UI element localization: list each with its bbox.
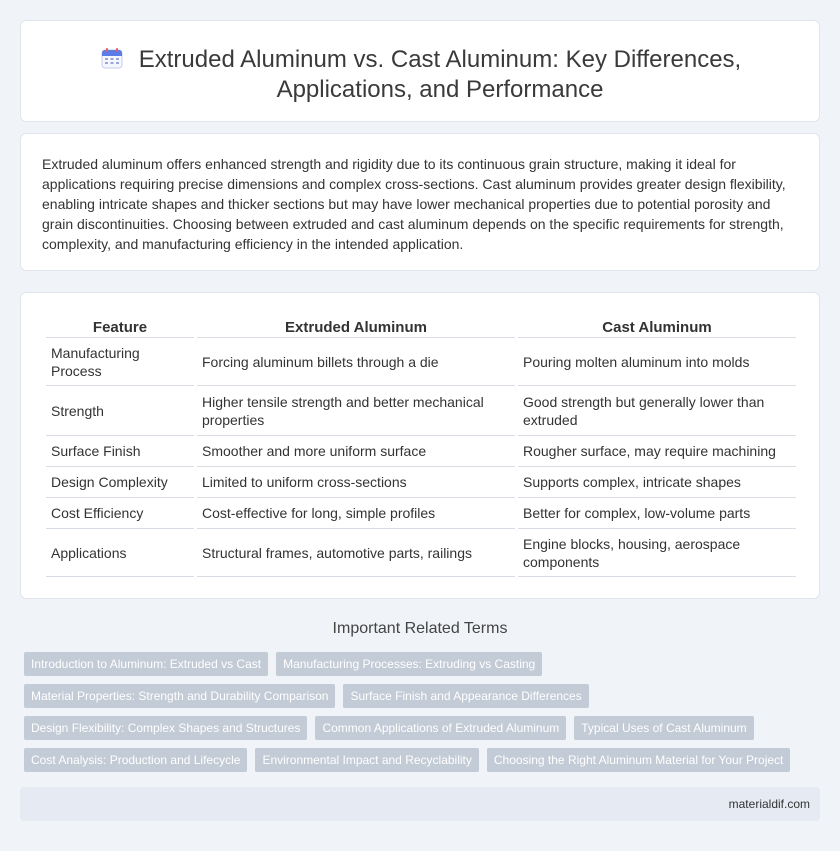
related-term-link[interactable]: Choosing the Right Aluminum Material for Your Project — [487, 748, 790, 772]
related-terms-list — [24, 652, 804, 772]
footer-bar — [20, 787, 820, 821]
cell-feature: Surface Finish — [46, 436, 194, 467]
cell-feature: Cost Efficiency — [46, 498, 194, 529]
table-header-row — [46, 317, 796, 338]
table-row — [46, 498, 796, 529]
cell-extruded: Cost-effective for long, simple profiles — [197, 498, 515, 529]
related-term-link[interactable]: Typical Uses of Cast Aluminum — [574, 716, 753, 740]
header-feature: Feature — [46, 317, 194, 338]
related-term-link[interactable]: Environmental Impact and Recyclability — [255, 748, 478, 772]
table-row — [46, 386, 796, 436]
table-row — [46, 338, 796, 386]
intro-paragraph: Extruded aluminum offers enhanced strength and rigidity due to its continuous grain structure, making it ideal for applications requiring precise dimensions and complex cross-sections. Cast aluminum provides greater design flexibility, enabling intricate shapes and thicker sections but may have lower mechanical properties due to potential porosity and grain discontinuities. Choosing between extruded and cast aluminum depends on the specific requirements for strength, complexity, and manufacturing efficiency in the intended application. — [42, 156, 786, 252]
table-row — [46, 467, 796, 498]
cell-feature: Design Complexity — [46, 467, 194, 498]
related-term-link[interactable]: Design Flexibility: Complex Shapes and Structures — [24, 716, 307, 740]
cell-extruded: Limited to uniform cross-sections — [197, 467, 515, 498]
related-term-link[interactable]: Material Properties: Strength and Durability Comparison — [24, 684, 335, 708]
cell-feature: Applications — [46, 529, 194, 577]
cell-cast: Supports complex, intricate shapes — [518, 467, 796, 498]
table-row — [46, 529, 796, 577]
cell-feature: Manufacturing Process — [46, 338, 194, 386]
cell-cast: Good strength but generally lower than extruded — [518, 386, 796, 436]
comparison-table — [43, 317, 799, 577]
header-extruded: Extruded Aluminum — [197, 317, 515, 338]
cell-cast: Better for complex, low-volume parts — [518, 498, 796, 529]
cell-extruded: Smoother and more uniform surface — [197, 436, 515, 467]
comparison-table-card — [20, 292, 820, 599]
title-card — [20, 20, 820, 122]
cell-feature: Strength — [46, 386, 194, 436]
cell-cast: Pouring molten aluminum into molds — [518, 338, 796, 386]
intro-card — [20, 133, 820, 271]
table-row — [46, 436, 796, 467]
header-cast: Cast Aluminum — [518, 317, 796, 338]
related-term-link[interactable]: Introduction to Aluminum: Extruded vs Cast — [24, 652, 268, 676]
cell-cast: Engine blocks, housing, aerospace components — [518, 529, 796, 577]
related-term-link[interactable]: Surface Finish and Appearance Differences — [343, 684, 588, 708]
site-credit[interactable]: materialdif.com — [728, 797, 810, 811]
cell-extruded: Structural frames, automotive parts, railings — [197, 529, 515, 577]
cell-extruded: Forcing aluminum billets through a die — [197, 338, 515, 386]
related-term-link[interactable]: Cost Analysis: Production and Lifecycle — [24, 748, 247, 772]
cell-extruded: Higher tensile strength and better mechanical properties — [197, 386, 515, 436]
related-term-link[interactable]: Common Applications of Extruded Aluminum — [315, 716, 566, 740]
related-term-link[interactable]: Manufacturing Processes: Extruding vs Casting — [276, 652, 542, 676]
page-title: Extruded Aluminum vs. Cast Aluminum: Key Differences, Applications, and Performance — [138, 46, 742, 103]
cell-cast: Rougher surface, may require machining — [518, 436, 796, 467]
related-terms-title: Important Related Terms — [332, 620, 508, 637]
